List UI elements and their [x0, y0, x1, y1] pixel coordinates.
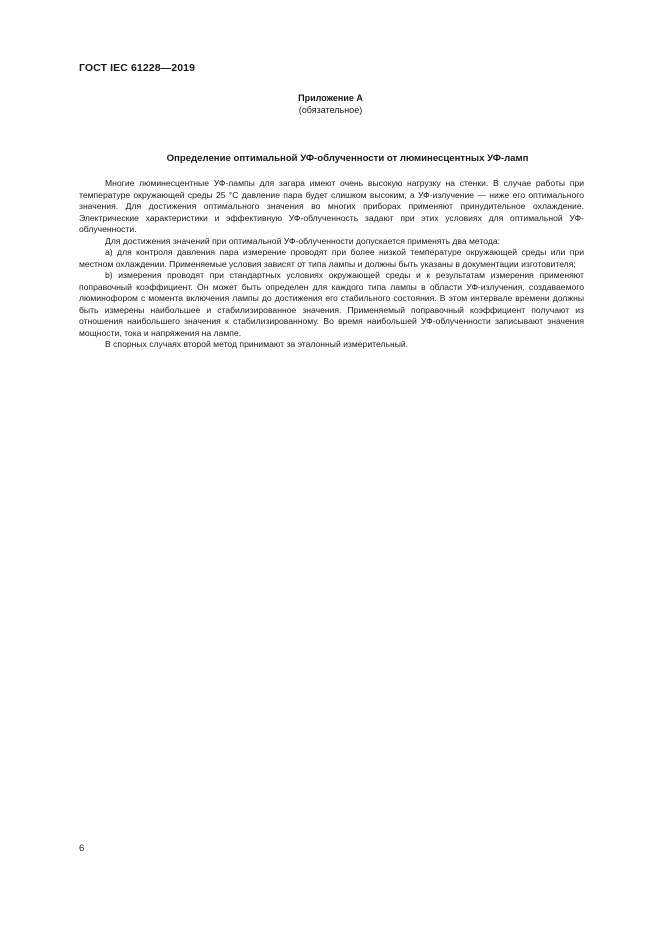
paragraph-method-a: а) для контроля давления пара измерение проводят при более низкой температуре окружающей среды или при местном охлаждении. Применяемые условия зависят от типа лампы и должны быть указаны в документации изготовителя; [79, 247, 584, 269]
body-text [79, 178, 584, 351]
paragraph-method-b: b) измерения проводят при стандартных условиях окружающей среды и к результатам измерения применяют поправочный коэффициент. Он может быть определен для каждого типа лампы в области УФ-излучения, создаваемого люминофором с момента включения лампы до достижения его стабильного состояния. В этом интервале времени должны быть измерены наибольшее и стабилизированное значения. Применяемый поправочный коэффициент получают из отношения наибольшего значения к стабилизированному. Во время наибольшей УФ-облученности записывают значения мощности, тока и напряжения на лампе. [79, 270, 584, 338]
appendix-title: Приложение А [298, 93, 363, 103]
document-code: ГОСТ IEC 61228—2019 [79, 62, 196, 74]
appendix-status: (обязательное) [298, 105, 363, 115]
paragraph-intro: Многие люминесцентные УФ-лампы для загара имеют очень высокую нагрузку на стенки. В случае работы при температуре окружающей среды 25 °С давление пара будет слишком высоким, а УФ-излучение — ниже его оптимального значения. Для достижения оптимального значения во многих приборах применяют принудительное охлаждение. Электрические характеристики и эффективную УФ-облученность задают при этих условиях для оптимальной УФ-облученности. [79, 178, 584, 234]
paragraph-methods: Для достижения значений при оптимальной УФ-облученности допускается применять два метода: [105, 235, 501, 246]
page-number: 6 [79, 843, 85, 854]
section-title: Определение оптимальной УФ-облученности от люминесцентных УФ-ламп [166, 153, 529, 164]
paragraph-reference: В спорных случаях второй метод принимают за эталонный измерительный. [105, 339, 409, 349]
